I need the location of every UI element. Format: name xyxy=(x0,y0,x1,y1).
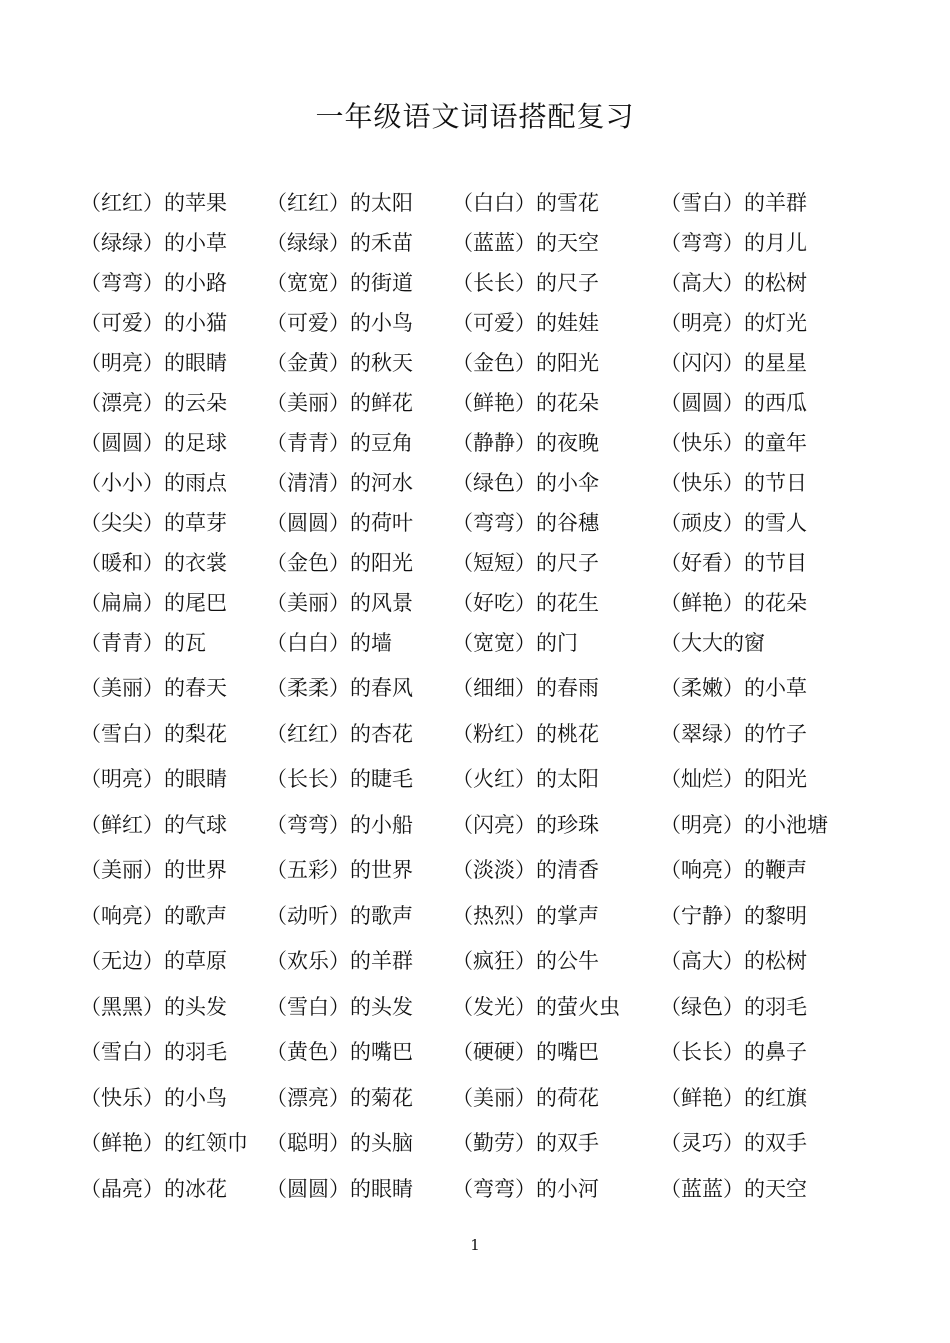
word-pair-row xyxy=(80,428,870,458)
word-pair: （顽皮）的雪人 xyxy=(660,511,807,535)
word-pair-row xyxy=(80,548,870,578)
word-pair: （黄色）的嘴巴 xyxy=(266,1040,413,1064)
page-number: 1 xyxy=(470,1236,480,1254)
word-pair: （清清）的河水 xyxy=(266,471,413,495)
word-pair-row xyxy=(80,764,870,794)
word-pair: （圆圆）的足球 xyxy=(80,431,227,455)
word-pair: （响亮）的歌声 xyxy=(80,904,227,928)
word-pair: （尖尖）的草芽 xyxy=(80,511,227,535)
word-pair: （热烈）的掌声 xyxy=(452,904,599,928)
word-pair: （绿绿）的禾苗 xyxy=(266,231,413,255)
word-pair-row xyxy=(80,946,870,976)
word-pair: （绿绿）的小草 xyxy=(80,231,227,255)
page-title: 一年级语文词语搭配复习 xyxy=(315,100,635,133)
word-pair-row xyxy=(80,628,870,658)
word-pair: （灿烂）的阳光 xyxy=(660,767,807,791)
word-pair: （鲜艳）的红领巾 xyxy=(80,1131,248,1155)
word-pair: （美丽）的春天 xyxy=(80,676,227,700)
word-pair: （静静）的夜晚 xyxy=(452,431,599,455)
word-pair: （圆圆）的眼睛 xyxy=(266,1177,413,1201)
word-pair-row xyxy=(80,268,870,298)
word-pair-row xyxy=(80,855,870,885)
word-pair: （白白）的雪花 xyxy=(452,191,599,215)
word-pair: （青青）的瓦 xyxy=(80,631,206,655)
word-pair: （美丽）的荷花 xyxy=(452,1086,599,1110)
word-pair: （响亮）的鞭声 xyxy=(660,858,807,882)
word-pair: （弯弯）的谷穗 xyxy=(452,511,599,535)
word-pair: （疯狂）的公牛 xyxy=(452,949,599,973)
word-pair: （鲜艳）的花朵 xyxy=(660,591,807,615)
word-pair: （蓝蓝）的天空 xyxy=(660,1177,807,1201)
word-pair: （小小）的雨点 xyxy=(80,471,227,495)
word-pair: （五彩）的世界 xyxy=(266,858,413,882)
word-pair: （柔嫩）的小草 xyxy=(660,676,807,700)
word-pair-row xyxy=(80,228,870,258)
word-pair: （宁静）的黎明 xyxy=(660,904,807,928)
word-pair-row xyxy=(80,188,870,218)
word-pair: （欢乐）的羊群 xyxy=(266,949,413,973)
word-pair: （好吃）的花生 xyxy=(452,591,599,615)
word-pair: （火红）的太阳 xyxy=(452,767,599,791)
word-pair: （弯弯）的月儿 xyxy=(660,231,807,255)
word-pair: （晶亮）的冰花 xyxy=(80,1177,227,1201)
word-pair-row xyxy=(80,1037,870,1067)
word-pair-row xyxy=(80,1174,870,1204)
word-pair: （雪白）的羽毛 xyxy=(80,1040,227,1064)
word-pair: （可爱）的娃娃 xyxy=(452,311,599,335)
word-pair: （快乐）的童年 xyxy=(660,431,807,455)
word-pair: （发光）的萤火虫 xyxy=(452,995,620,1019)
word-pair: （高大）的松树 xyxy=(660,271,807,295)
word-pair: （金黄）的秋天 xyxy=(266,351,413,375)
word-pair: （红红）的苹果 xyxy=(80,191,227,215)
word-pair-row xyxy=(80,308,870,338)
word-pair-row xyxy=(80,1128,870,1158)
word-pair: （暖和）的衣裳 xyxy=(80,551,227,575)
word-pair: （灵巧）的双手 xyxy=(660,1131,807,1155)
word-pair-row xyxy=(80,508,870,538)
word-pair-row xyxy=(80,1083,870,1113)
word-pair: （快乐）的小鸟 xyxy=(80,1086,227,1110)
word-pair: （粉红）的桃花 xyxy=(452,722,599,746)
word-pair: （明亮）的小池塘 xyxy=(660,813,828,837)
word-pair: （鲜艳）的红旗 xyxy=(660,1086,807,1110)
word-pair: （宽宽）的门 xyxy=(452,631,578,655)
word-pair: （雪白）的头发 xyxy=(266,995,413,1019)
word-pair: （明亮）的眼睛 xyxy=(80,351,227,375)
word-pair: （漂亮）的云朵 xyxy=(80,391,227,415)
word-pair: （明亮）的灯光 xyxy=(660,311,807,335)
word-pair: （宽宽）的街道 xyxy=(266,271,413,295)
word-pair: （弯弯）的小船 xyxy=(266,813,413,837)
word-pair: （蓝蓝）的天空 xyxy=(452,231,599,255)
word-pair: （青青）的豆角 xyxy=(266,431,413,455)
word-pair: （雪白）的梨花 xyxy=(80,722,227,746)
word-pair: （圆圆）的西瓜 xyxy=(660,391,807,415)
word-pair: （聪明）的头脑 xyxy=(266,1131,413,1155)
word-pair-row xyxy=(80,468,870,498)
word-pair: （淡淡）的清香 xyxy=(452,858,599,882)
word-pair: （黑黑）的头发 xyxy=(80,995,227,1019)
word-pair: （红红）的太阳 xyxy=(266,191,413,215)
word-pair: （明亮）的眼睛 xyxy=(80,767,227,791)
word-pair: （勤劳）的双手 xyxy=(452,1131,599,1155)
word-pair: （圆圆）的荷叶 xyxy=(266,511,413,535)
word-pair: （绿色）的小伞 xyxy=(452,471,599,495)
word-pair-row xyxy=(80,588,870,618)
word-pair: （硬硬）的嘴巴 xyxy=(452,1040,599,1064)
word-pair: （动听）的歌声 xyxy=(266,904,413,928)
word-pair: （红红）的杏花 xyxy=(266,722,413,746)
word-pair-row xyxy=(80,388,870,418)
word-pair: （大大的窗 xyxy=(660,631,765,655)
word-pair: （鲜红）的气球 xyxy=(80,813,227,837)
word-pair: （长长）的鼻子 xyxy=(660,1040,807,1064)
word-pair: （可爱）的小鸟 xyxy=(266,311,413,335)
word-pair-row xyxy=(80,992,870,1022)
word-pair-row xyxy=(80,901,870,931)
word-pair: （美丽）的鲜花 xyxy=(266,391,413,415)
word-pair: （好看）的节目 xyxy=(660,551,807,575)
word-pair: （高大）的松树 xyxy=(660,949,807,973)
word-pair: （闪亮）的珍珠 xyxy=(452,813,599,837)
word-pair: （美丽）的世界 xyxy=(80,858,227,882)
word-pair: （长长）的尺子 xyxy=(452,271,599,295)
word-pair: （鲜艳）的花朵 xyxy=(452,391,599,415)
word-pair: （柔柔）的春风 xyxy=(266,676,413,700)
word-pair: （翠绿）的竹子 xyxy=(660,722,807,746)
word-pair: （细细）的春雨 xyxy=(452,676,599,700)
word-pair: （无边）的草原 xyxy=(80,949,227,973)
word-pair-row xyxy=(80,348,870,378)
word-pair: （美丽）的风景 xyxy=(266,591,413,615)
word-pair: （白白）的墙 xyxy=(266,631,392,655)
word-pair: （快乐）的节日 xyxy=(660,471,807,495)
word-pair: （扁扁）的尾巴 xyxy=(80,591,227,615)
word-pair: （漂亮）的菊花 xyxy=(266,1086,413,1110)
word-pair: （金色）的阳光 xyxy=(452,351,599,375)
word-pair: （绿色）的羽毛 xyxy=(660,995,807,1019)
word-pair: （弯弯）的小路 xyxy=(80,271,227,295)
word-pair: （雪白）的羊群 xyxy=(660,191,807,215)
word-pair-row xyxy=(80,719,870,749)
word-pair: （短短）的尺子 xyxy=(452,551,599,575)
word-pair: （弯弯）的小河 xyxy=(452,1177,599,1201)
word-pair: （金色）的阳光 xyxy=(266,551,413,575)
word-pair-row xyxy=(80,673,870,703)
word-pair: （长长）的睫毛 xyxy=(266,767,413,791)
word-pair-row xyxy=(80,810,870,840)
word-pair: （闪闪）的星星 xyxy=(660,351,807,375)
word-pair: （可爱）的小猫 xyxy=(80,311,227,335)
